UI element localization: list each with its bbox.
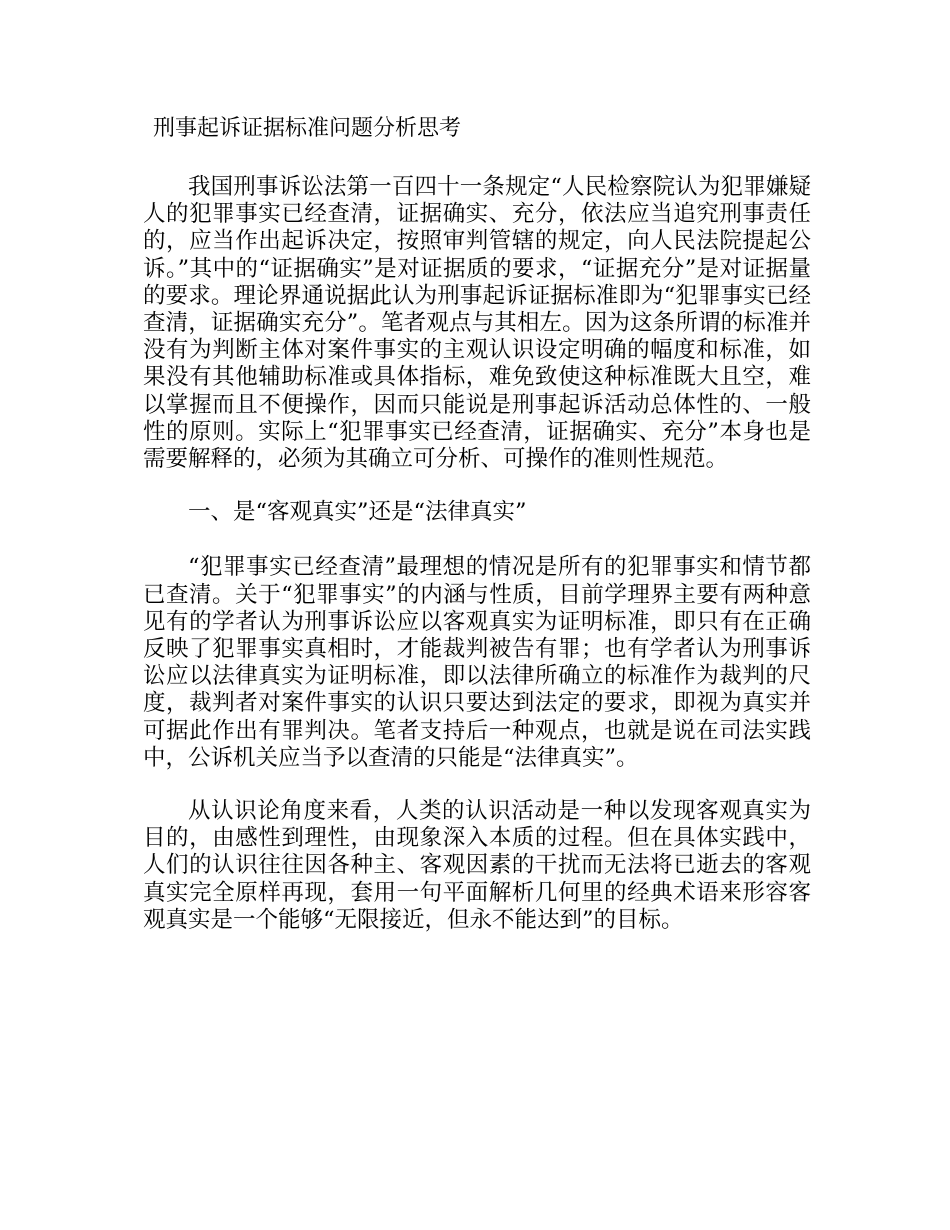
document-title: 刑事起诉证据标准问题分析思考 [153, 116, 462, 141]
intro-paragraph: 我国刑事诉讼法第一百四十一条规定“人民检察院认为犯罪嫌疑人的犯罪事实已经查清，证据确实、充分，依法应当追究刑事责任的，应当作出起诉决定，按照审判管辖的规定，向人民法院提起公诉。”其中的“证据确实”是对证据质的要求，“证据充分”是对证据量的要求。理论界通说据此认为刑事起诉证据标准即为“犯罪事实已经查清，证据确实充分”。笔者观点与其相左。因为这条所谓的标准并没有为判断主体对案件事实的主观认识设定明确的幅度和标准，如果没有其他辅助标准或具体指标，难免致使这种标准既大且空，难以掌握而且不便操作，因而只能说是刑事起诉活动总体性的、一般性的原则。实际上“犯罪事实已经查清，证据确实、充分”本身也是需要解释的，必须为其确立可分析、可操作的准则性规范。 [143, 174, 811, 473]
body-paragraph: 从认识论角度来看，人类的认识活动是一种以发现客观真实为目的，由感性到理性，由现象深入本质的过程。但在具体实践中，人们的认识往往因各种主、客观因素的干扰而无法将已逝去的客观真实完全原样再现，套用一句平面解析几何里的经典术语来形容客观真实是一个能够“无限接近，但永不能达到”的目标。 [143, 798, 811, 933]
body-paragraph: “犯罪事实已经查清”最理想的情况是所有的犯罪事实和情节都已查清。关于“犯罪事实”的内涵与性质，目前学理界主要有两种意见有的学者认为刑事诉讼应以客观真实为证明标准，即只有在正确反映了犯罪事实真相时，才能裁判被告有罪；也有学者认为刑事诉讼应以法律真实为证明标准，即以法律所确立的标准作为裁判的尺度，裁判者对案件事实的认识只要达到法定的要求，即视为真实并可据此作出有罪判决。笔者支持后一种观点，也就是说在司法实践中，公诉机关应当予以查清的只能是“法律真实”。 [143, 554, 811, 771]
document-body [143, 113, 811, 960]
section-heading: 一、是“客观真实”还是“法律真实” [188, 499, 527, 526]
